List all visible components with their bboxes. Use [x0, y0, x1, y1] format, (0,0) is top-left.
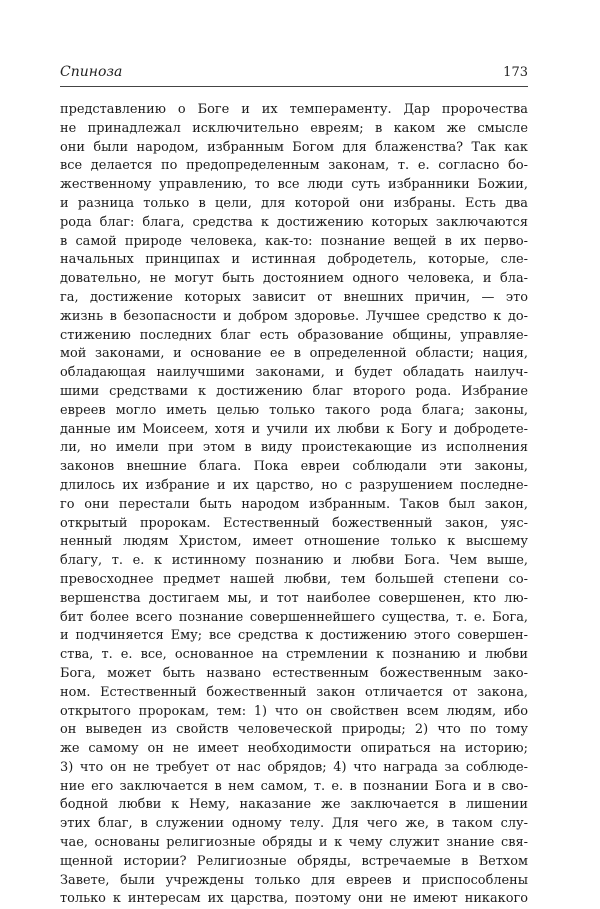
text-line: ном. Естественный божественный закон отличается от закона, [60, 684, 528, 700]
page-number: 173 [503, 65, 528, 80]
text-line: га, достижение которых зависит от внешних причин, — это [60, 289, 528, 305]
text-line: рода благ: блага, средства к достижению которых заключаются [60, 214, 528, 230]
text-line: ненный людям Христом, имеет отношение только к высшему [60, 534, 528, 550]
text-line: ние его заключается в нем самом, т. е. в познании Бога и в сво- [60, 778, 528, 794]
running-title: Спиноза [60, 64, 123, 80]
text-line: мой законами, и основание ее в определенной области; нация, [60, 346, 528, 362]
header-rule [60, 86, 528, 87]
text-line: этих благ, в служении одному телу. Для чего же, в таком слу- [60, 816, 528, 832]
text-line: открытого пророкам, тем: 1) что он свойствен всем людям, ибо [60, 703, 528, 719]
text-line: в самой природе человека, как-то: познание вещей в их перво- [60, 233, 528, 249]
text-line: бит более всего познание совершеннейшего существа, т. е. Бога, [60, 609, 528, 625]
text-line: чае, основаны религиозные обряды и к чему служит знание свя- [60, 835, 528, 851]
text-line: евреев могло иметь целью только такого рода блага; законы, [60, 402, 528, 418]
text-line: Бога, может быть названо естественным божественным зако- [60, 665, 528, 681]
text-line: довательно, не могут быть достоянием одного человека, и бла- [60, 271, 528, 287]
text-line: превосходнее предмет нашей любви, тем большей степени со- [60, 571, 528, 587]
text-line: данные им Моисеем, хотя и учили их любви к Богу и добродете- [60, 421, 528, 437]
text-line: же самому он не имеет необходимости опираться на историю; [60, 741, 528, 757]
text-line: стижению последних благ есть образование общины, управляе- [60, 327, 528, 343]
text-line: длилось их избрание и их царство, но с разрушением последне- [60, 477, 528, 493]
text-line: ства, т. е. все, основанное на стремлении к познанию и любви [60, 647, 528, 663]
text-line: начальных принципах и истинная добродетель, которые, сле- [60, 252, 528, 268]
text-line: они были народом, избранным Богом для блаженства? Так как [60, 139, 528, 155]
text-line: го они перестали быть народом избранным. Таков был закон, [60, 496, 528, 512]
text-line: жественному управлению, то все люди суть избранники Божии, [60, 177, 528, 193]
text-line: все делается по предопределенным законам, т. е. согласно бо- [60, 158, 528, 174]
text-line: благу, т. е. к истинному познанию и любви Бога. Чем выше, [60, 553, 528, 569]
text-line: только к интересам их царства, поэтому они не имеют никакого [60, 891, 528, 907]
text-line: открытый пророкам. Естественный божественный закон, уяс- [60, 515, 528, 531]
text-line: законов внешние блага. Пока евреи соблюдали эти законы, [60, 459, 528, 475]
text-line: он выведен из свойств человеческой природы; 2) что по тому [60, 722, 528, 738]
text-line: 3) что он не требует от нас обрядов; 4) что награда за соблюде- [60, 759, 528, 775]
text-line: вершенства достигаем мы, и тот наиболее совершенен, кто лю- [60, 590, 528, 606]
text-line: и разница только в цели, для которой они избраны. Есть два [60, 195, 528, 211]
text-line: Завете, были учреждены только для евреев и приспособлены [60, 872, 528, 888]
text-line: и подчиняется Ему; все средства к достижению этого совершен- [60, 628, 528, 644]
text-line: бодной любви к Нему, наказание же заключается в лишении [60, 797, 528, 813]
body-text [60, 101, 528, 909]
text-line: обладающая наилучшими законами, и будет обладать наилуч- [60, 365, 528, 381]
text-line: представлению о Боге и их темпераменту. Дар пророчества [60, 102, 528, 117]
text-line: не принадлежал исключительно евреям; в каком же смысле [60, 120, 528, 136]
text-line: жизнь в безопасности и добром здоровье. Лучшее средство к до- [60, 308, 528, 324]
text-line: шими средствами к достижению благ второго рода. Избрание [60, 383, 528, 399]
text-line: щенной истории? Религиозные обряды, встречаемые в Ветхом [60, 853, 528, 869]
text-line: ли, но имели при этом в виду проистекающие из исполнения [60, 440, 528, 456]
